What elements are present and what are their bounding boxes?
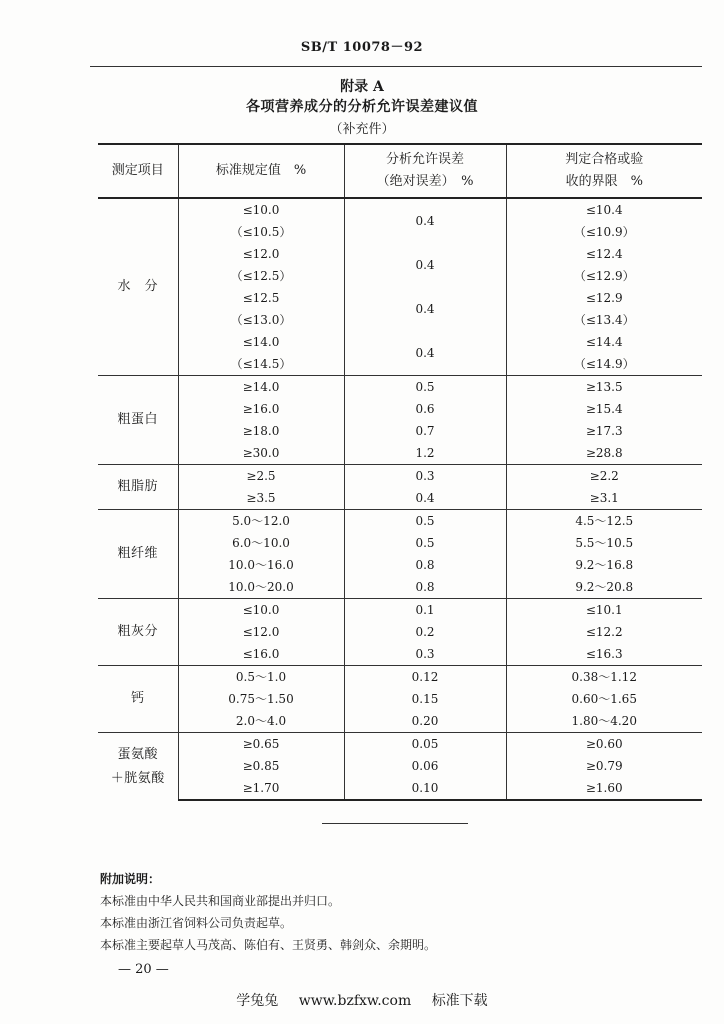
limit-value: 9.2～20.8 — [506, 576, 702, 599]
limit-value: ≥0.60 — [506, 733, 702, 756]
tolerance-value: 0.5 — [344, 376, 506, 399]
header-tolerance — [344, 144, 506, 198]
limit-value: ≥2.2 — [506, 465, 702, 488]
table-row — [98, 777, 702, 800]
table-row — [98, 376, 702, 399]
tolerance-value: 0.4 — [344, 198, 506, 243]
standard-value: ≤14.0 — [178, 331, 344, 353]
header-standard: 标准规定值 % — [178, 144, 344, 198]
table-row — [98, 733, 702, 756]
tolerance-value: 0.2 — [344, 621, 506, 643]
tolerance-value: 0.1 — [344, 599, 506, 622]
tolerance-value: 0.8 — [344, 576, 506, 599]
notes-line: 本标准由中华人民共和国商业部提出并归口。 — [100, 894, 341, 908]
limit-value: 1.80～4.20 — [506, 710, 702, 733]
item-name-line: 粗纤维 — [117, 546, 158, 561]
tolerance-value: 0.5 — [344, 532, 506, 554]
table-row — [98, 755, 702, 777]
limit-value: 0.38～1.12 — [506, 666, 702, 689]
footer-watermark — [0, 990, 724, 1010]
end-rule — [322, 823, 468, 824]
standard-value: 6.0～10.0 — [178, 532, 344, 554]
limit-value: ≥28.8 — [506, 442, 702, 465]
standard-value: ≥3.5 — [178, 487, 344, 510]
limit-value: （≤14.9） — [506, 353, 702, 376]
tolerance-value: 0.12 — [344, 666, 506, 689]
item-name-line: 粗脂肪 — [117, 479, 158, 494]
item-name — [98, 733, 178, 801]
table-row — [98, 710, 702, 733]
item-name-line: 粗蛋白 — [117, 412, 158, 427]
tolerance-value: 0.4 — [344, 243, 506, 287]
table-row — [98, 666, 702, 689]
limit-value: ≤16.3 — [506, 643, 702, 666]
standard-value: （≤14.5） — [178, 353, 344, 376]
tolerance-value: 0.06 — [344, 755, 506, 777]
annex-note: （补充件） — [329, 122, 395, 137]
tolerance-value: 0.3 — [344, 643, 506, 666]
limit-value: ≤10.4 — [506, 198, 702, 221]
standard-value: ≤10.0 — [178, 599, 344, 622]
standard-value: ≥16.0 — [178, 398, 344, 420]
limit-value: ≤12.4 — [506, 243, 702, 265]
table-body — [98, 198, 702, 800]
standard-value: ≥2.5 — [178, 465, 344, 488]
standard-value: ≤16.0 — [178, 643, 344, 666]
standard-value: （≤13.0） — [178, 309, 344, 331]
tolerance-value: 0.05 — [344, 733, 506, 756]
limit-value: 4.5～12.5 — [506, 510, 702, 533]
tolerance-value: 0.5 — [344, 510, 506, 533]
standard-value: ≤10.0 — [178, 198, 344, 221]
standard-value: ≤12.5 — [178, 287, 344, 309]
tolerance-value: 0.4 — [344, 287, 506, 331]
table-row — [98, 599, 702, 622]
limit-value: 9.2～16.8 — [506, 554, 702, 576]
limit-value: （≤10.9） — [506, 221, 702, 243]
standard-value: ≥14.0 — [178, 376, 344, 399]
header-tolerance-line2: （绝对误差） % — [376, 174, 474, 189]
standard-value: （≤12.5） — [178, 265, 344, 287]
table-row — [98, 554, 702, 576]
footer-label: 标准下载 — [431, 993, 488, 1009]
standard-value: 10.0～16.0 — [178, 554, 344, 576]
item-name-line: 粗灰分 — [117, 624, 158, 639]
header-tolerance-line1: 分析允许误差 — [385, 152, 464, 167]
additional-notes — [100, 868, 436, 956]
table-row — [98, 420, 702, 442]
annex-title: 各项营养成分的分析允许误差建议值 — [246, 99, 478, 115]
table-row — [98, 398, 702, 420]
standard-value: ≥0.65 — [178, 733, 344, 756]
tolerance-table — [98, 143, 702, 801]
item-name — [98, 465, 178, 510]
page-number: — 20 — — [118, 962, 169, 977]
table-row — [98, 465, 702, 488]
item-name — [98, 599, 178, 666]
item-name — [98, 510, 178, 599]
table-row — [98, 198, 702, 221]
limit-value: （≤12.9） — [506, 265, 702, 287]
item-name-line: 钙 — [130, 691, 145, 706]
standard-value: 0.5～1.0 — [178, 666, 344, 689]
tolerance-value: 0.4 — [344, 487, 506, 510]
table-row — [98, 576, 702, 599]
header-limit — [506, 144, 702, 198]
item-name-line: ＋胱氨酸 — [110, 770, 165, 786]
standard-value: 10.0～20.0 — [178, 576, 344, 599]
item-name — [98, 376, 178, 465]
limit-value: ≤12.9 — [506, 287, 702, 309]
table-row — [98, 688, 702, 710]
footer-url[interactable]: www.bzfxw.com — [298, 993, 412, 1009]
limit-value: ≥13.5 — [506, 376, 702, 399]
item-name-line: 水 分 — [117, 279, 158, 294]
limit-value: （≤13.4） — [506, 309, 702, 331]
limit-value: ≥1.60 — [506, 777, 702, 800]
table-row — [98, 243, 702, 265]
notes-title: 附加说明： — [100, 872, 161, 886]
limit-value: ≥17.3 — [506, 420, 702, 442]
limit-value: 0.60～1.65 — [506, 688, 702, 710]
tolerance-value: 0.8 — [344, 554, 506, 576]
table-row — [98, 621, 702, 643]
header-limit-line1: 判定合格或验 — [565, 152, 644, 167]
notes-line: 本标准主要起草人马茂高、陈伯有、王贤勇、韩剑众、余期明。 — [100, 938, 437, 952]
annex-label: 附录 A — [340, 79, 384, 95]
tolerance-value: 0.10 — [344, 777, 506, 800]
table-row — [98, 442, 702, 465]
header-rule — [90, 66, 702, 67]
table-row — [98, 510, 702, 533]
document-code: SB/T 10078－92 — [300, 40, 424, 55]
table-row — [98, 287, 702, 309]
table-row — [98, 487, 702, 510]
item-name — [98, 198, 178, 376]
standard-value: 0.75～1.50 — [178, 688, 344, 710]
tolerance-value: 0.20 — [344, 710, 506, 733]
standard-value: ≥1.70 — [178, 777, 344, 800]
tolerance-value: 0.15 — [344, 688, 506, 710]
tolerance-value: 0.3 — [344, 465, 506, 488]
limit-value: ≤14.4 — [506, 331, 702, 353]
tolerance-value: 1.2 — [344, 442, 506, 465]
tolerance-value: 0.4 — [344, 331, 506, 376]
standard-value: 2.0～4.0 — [178, 710, 344, 733]
limit-value: ≥0.79 — [506, 755, 702, 777]
footer-site-name: 学兔兔 — [236, 993, 279, 1009]
standard-value: （≤10.5） — [178, 221, 344, 243]
standard-value: ≤12.0 — [178, 621, 344, 643]
standard-value: 5.0～12.0 — [178, 510, 344, 533]
limit-value: ≤12.2 — [506, 621, 702, 643]
standard-value: ≤12.0 — [178, 243, 344, 265]
limit-value: ≥15.4 — [506, 398, 702, 420]
table-row — [98, 643, 702, 666]
table-row — [98, 331, 702, 353]
limit-value: ≤10.1 — [506, 599, 702, 622]
table-row — [98, 532, 702, 554]
limit-value: 5.5～10.5 — [506, 532, 702, 554]
item-name-line: 蛋氨酸 — [117, 746, 158, 762]
notes-line: 本标准由浙江省饲料公司负责起草。 — [100, 916, 293, 930]
header-limit-line2: 收的界限 % — [565, 174, 643, 189]
header-item: 测定项目 — [98, 144, 178, 198]
standard-value: ≥30.0 — [178, 442, 344, 465]
limit-value: ≥3.1 — [506, 487, 702, 510]
standard-value: ≥0.85 — [178, 755, 344, 777]
tolerance-value: 0.6 — [344, 398, 506, 420]
tolerance-value: 0.7 — [344, 420, 506, 442]
standard-value: ≥18.0 — [178, 420, 344, 442]
item-name — [98, 666, 178, 733]
